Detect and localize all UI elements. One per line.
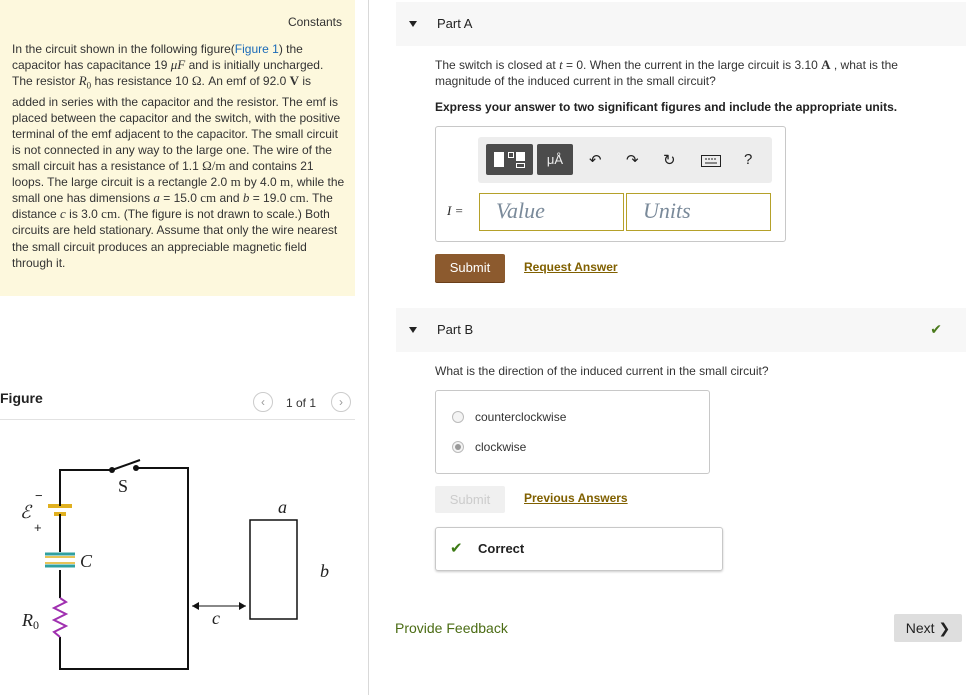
chevron-right-icon[interactable]: › — [331, 392, 351, 412]
request-answer-link[interactable]: Request Answer — [524, 260, 618, 274]
radio-clockwise[interactable] — [452, 441, 464, 453]
redo-icon[interactable]: ↷ — [626, 152, 639, 169]
chevron-right-icon: ❯ — [938, 620, 951, 636]
part-b-title: Part B — [437, 322, 474, 337]
checkmark-icon: ✔ — [930, 321, 942, 337]
circuit-diagram — [0, 440, 355, 680]
part-b-question: What is the direction of the induced current in the small circuit? — [435, 364, 769, 378]
figure-divider — [0, 419, 355, 420]
problem-panel — [0, 0, 355, 296]
emf-label: ℰ — [20, 502, 31, 522]
part-a-header[interactable] — [396, 2, 966, 46]
collapse-triangle-icon[interactable] — [409, 327, 417, 333]
small-circuit — [250, 520, 297, 619]
submit-button-b: Submit — [435, 486, 505, 513]
switch-contact-right — [133, 465, 139, 471]
arrow-head-right — [239, 602, 246, 610]
reset-icon[interactable]: ↻ — [663, 152, 676, 169]
value-input[interactable]: Value — [479, 193, 624, 231]
correct-label: Correct — [478, 541, 525, 556]
panel-divider — [368, 0, 369, 695]
checkmark-icon: ✔ — [450, 540, 463, 557]
large-circuit-wire — [60, 470, 112, 498]
resistor-label: R0 — [22, 610, 39, 632]
radio-counterclockwise[interactable] — [452, 411, 464, 423]
capacitor-label: C — [80, 551, 93, 571]
next-button[interactable]: Next ❯ — [894, 614, 962, 642]
submit-button-a[interactable]: Submit — [435, 254, 505, 282]
constants-link[interactable]: Constants — [287, 15, 342, 29]
help-icon[interactable]: ? — [744, 151, 753, 168]
units-icon[interactable]: μÅ — [537, 144, 573, 175]
switch-label: S — [118, 476, 129, 496]
figure-counter: 1 of 1 — [286, 396, 317, 410]
collapse-triangle-icon[interactable] — [409, 21, 417, 27]
current-label: I = — [447, 203, 464, 218]
arrow-head-left — [192, 602, 199, 610]
templates-icon[interactable] — [486, 144, 533, 175]
part-a-instruction: Express your answer to two significant figures and include the appropriate units. — [435, 100, 898, 114]
choice-label: counterclockwise — [475, 410, 567, 424]
part-a-title: Part A — [437, 16, 473, 31]
emf-plus: + — [34, 520, 42, 535]
part-b-header[interactable] — [396, 308, 966, 352]
keyboard-icon[interactable] — [701, 154, 721, 171]
undo-icon[interactable]: ↶ — [589, 152, 602, 169]
choice-label: clockwise — [475, 440, 527, 454]
dimension-a-label: a — [278, 497, 287, 517]
figure-link[interactable]: Figure 1 — [234, 42, 279, 56]
choice-list — [435, 390, 710, 474]
emf-minus: − — [35, 488, 43, 503]
previous-answers-link[interactable]: Previous Answers — [524, 491, 628, 505]
figure-heading: Figure — [0, 390, 43, 406]
chevron-left-icon[interactable]: ‹ — [253, 392, 273, 412]
dimension-b-label: b — [320, 561, 329, 581]
problem-statement: In the circuit shown in the following figure(Figure 1) the capacitor has capacitance 19 μF and is initially uncharged. The resistor $R_0$ has resistance 10 Ω. An emf of 92.0 V is added in series with the capacitor and the resistor. The emf is placed between the capacitor and the switch, with the positive terminal of the emf adjacent to the capacitor. The small circuit is not connected in any way to the large one. The wire of the small circuit has a resistance of 1.1 Ω/m and contains 21 loops. The large circuit is a rectangle 2.0 m by 4.0 m, while the small one has dimensions a = 15.0 cm and b = 19.0 cm. The distance c is 3.0 cm. (The figure is not drawn to scale.) Both circuits are held stationary. Assume that only the wire nearest the small circuit produces an appreciable magnetic field through it. — [12, 42, 345, 270]
units-input[interactable]: Units — [626, 193, 771, 231]
distance-c-label: c — [212, 608, 220, 628]
part-a-question: The switch is closed at t = 0. When the current in the large circuit is 3.10 A , what is the magnitude of the induced current in the small circuit? — [435, 57, 898, 88]
correct-feedback-box — [435, 527, 723, 571]
resistor-zigzag — [54, 598, 66, 637]
provide-feedback-link[interactable]: Provide Feedback — [395, 620, 508, 636]
math-toolbar — [478, 137, 772, 183]
